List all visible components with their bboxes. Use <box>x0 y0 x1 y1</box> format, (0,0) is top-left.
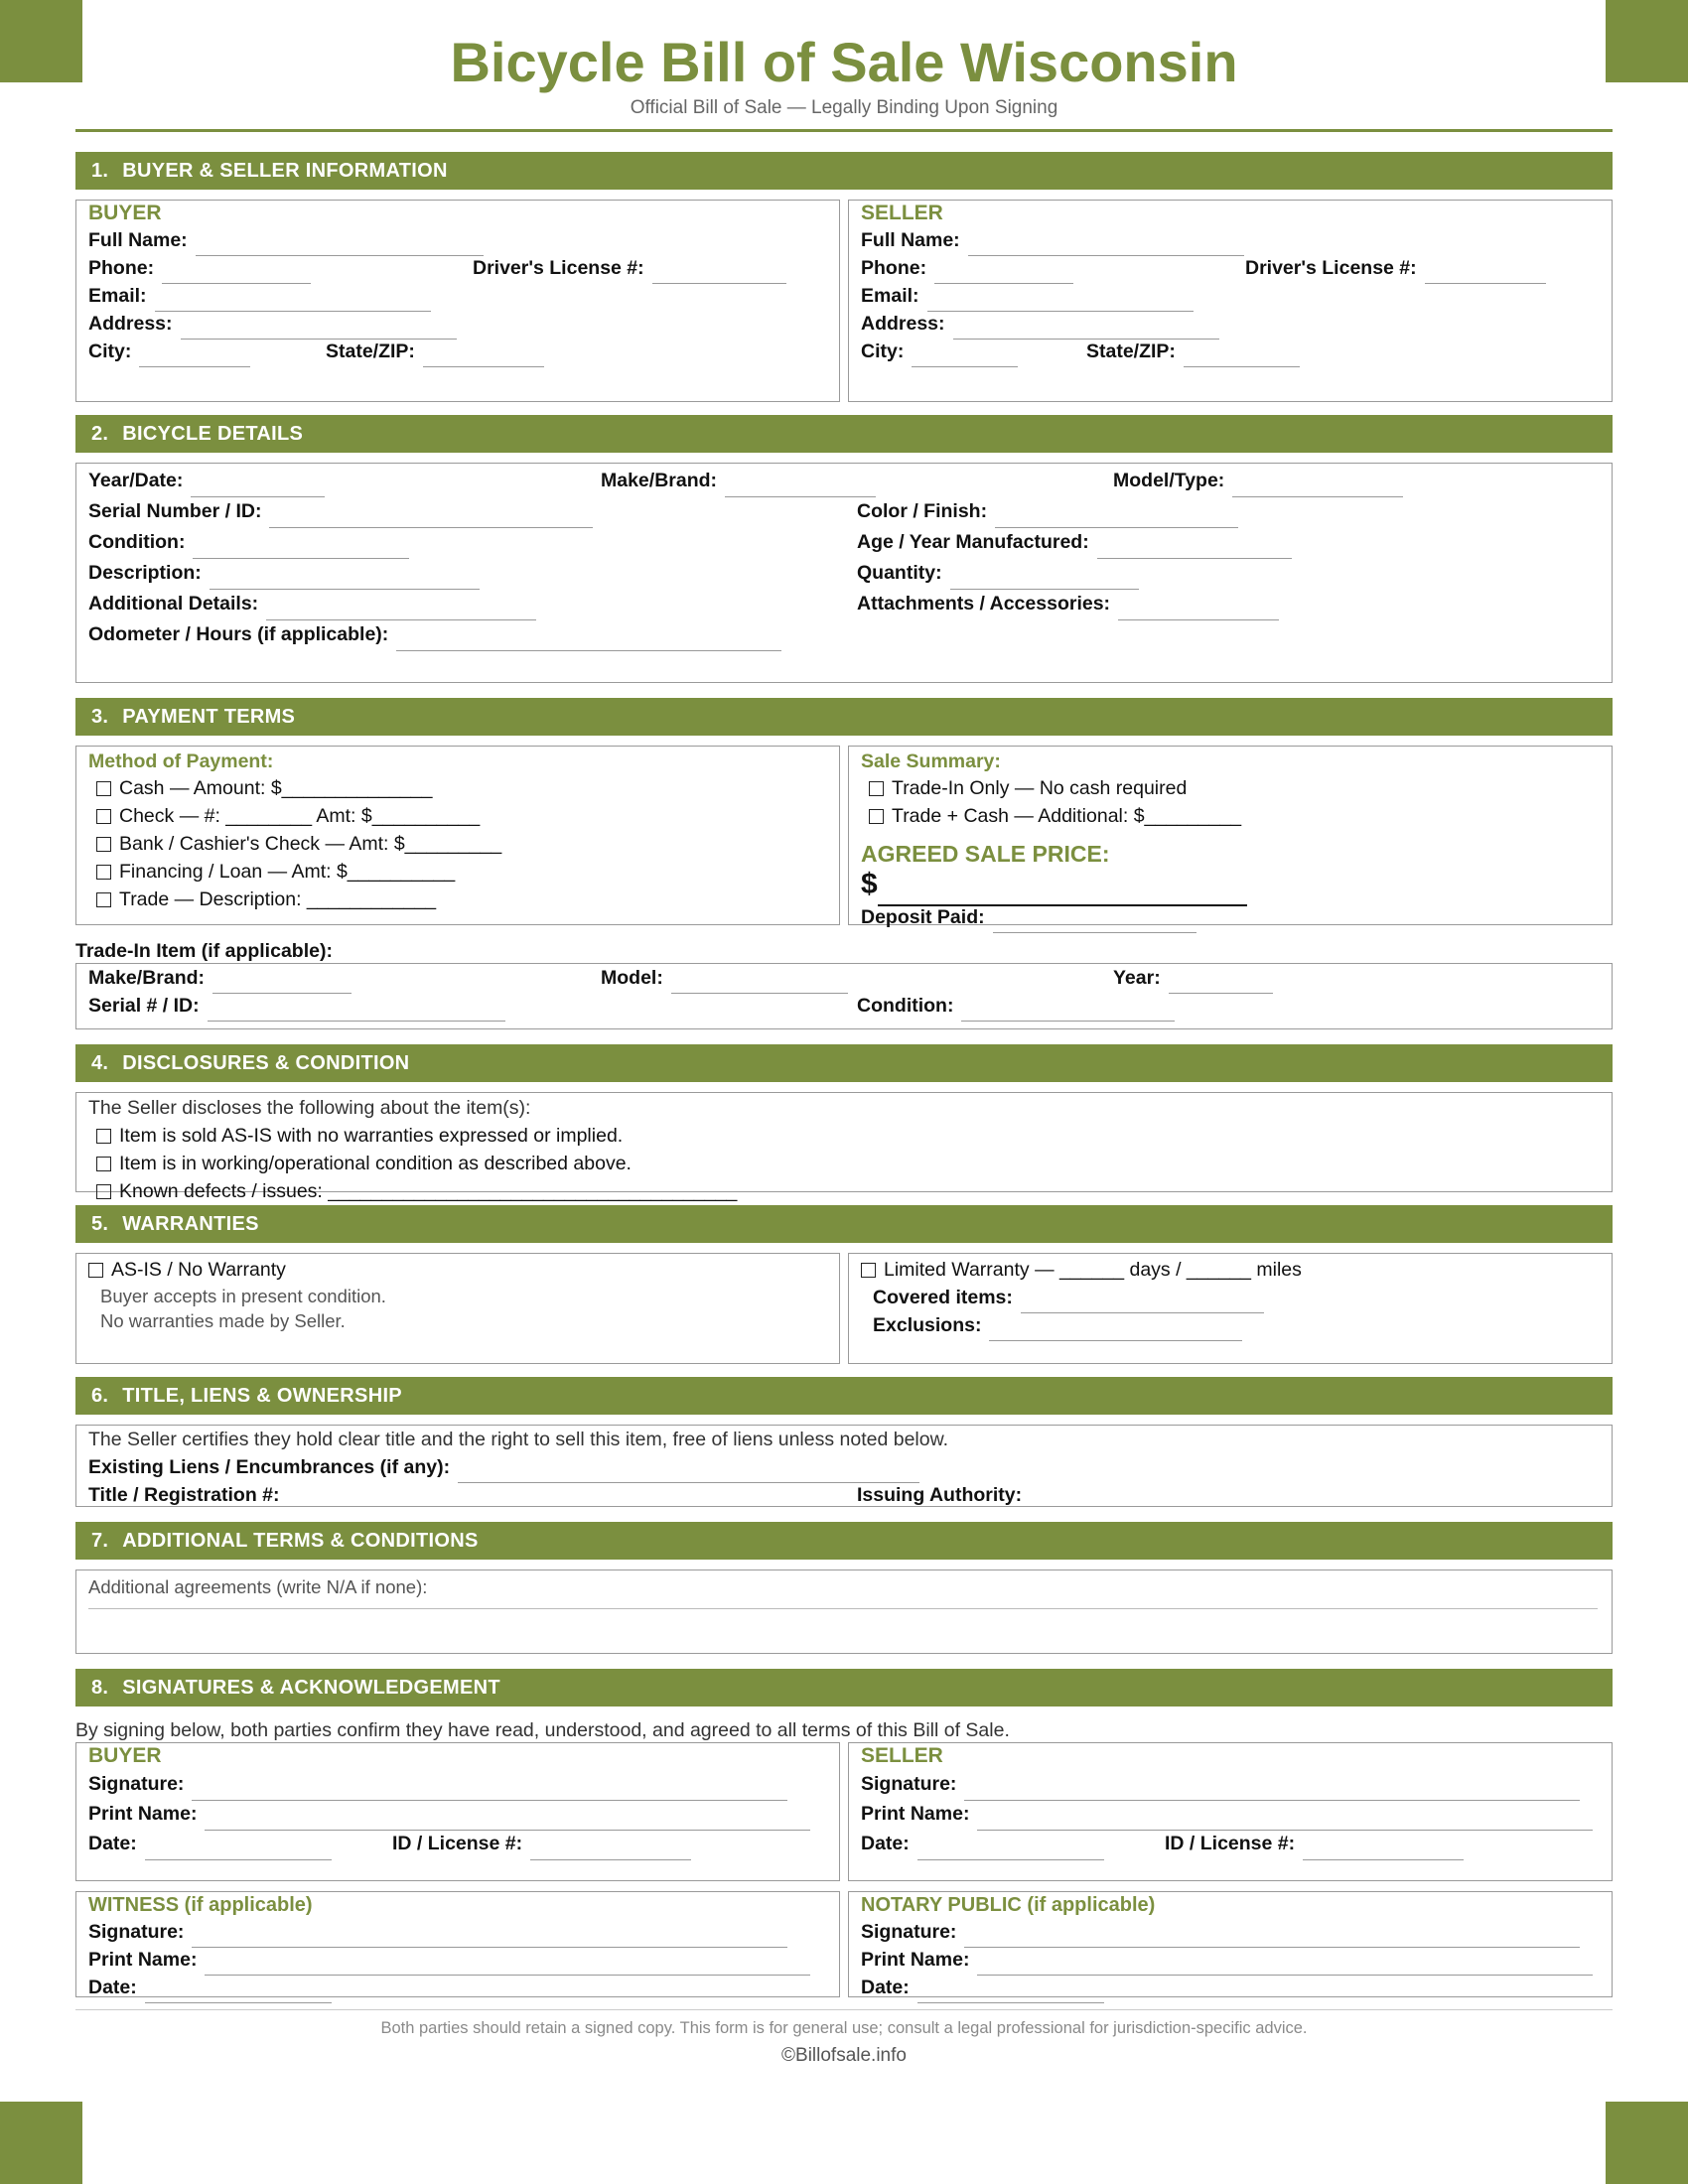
address-label: Address: <box>88 313 173 335</box>
buyer-print-name-field[interactable] <box>205 1810 810 1831</box>
email-label: Email: <box>88 285 147 307</box>
issuing-authority-label: Issuing Authority: <box>857 1484 1023 1506</box>
option-label: Trade — Description: ____________ <box>119 888 437 910</box>
attachments-field[interactable] <box>1118 600 1279 620</box>
section-number: 1. <box>91 160 109 182</box>
condition-label: Condition: <box>88 531 186 553</box>
trade-in-year-field[interactable] <box>1169 973 1273 994</box>
phone-label: Phone: <box>861 257 927 279</box>
buyer-signature-heading: BUYER <box>88 1744 162 1767</box>
payment-option-financing[interactable] <box>96 858 827 886</box>
section-number: 3. <box>91 706 109 728</box>
section-2-header <box>75 415 1613 453</box>
witness-date-field[interactable] <box>145 1982 332 2003</box>
witness-heading: WITNESS (if applicable) <box>88 1894 313 1916</box>
covered-items-label: Covered items: <box>873 1287 1013 1308</box>
checkbox[interactable] <box>96 781 111 796</box>
checkbox[interactable] <box>96 1129 111 1144</box>
address-label: Address: <box>861 313 945 335</box>
section-title: SIGNATURES & ACKNOWLEDGEMENT <box>122 1677 500 1699</box>
agreed-sale-price-heading: AGREED SALE PRICE: <box>861 841 1110 867</box>
condition-field[interactable] <box>193 538 409 559</box>
existing-liens-field[interactable] <box>458 1462 919 1483</box>
date-label: Date: <box>861 1977 910 1998</box>
full-name-label: Full Name: <box>861 229 960 251</box>
additional-details-label: Additional Details: <box>88 593 259 614</box>
footer-divider <box>75 2009 1613 2010</box>
drivers-license-label: Driver's License #: <box>1245 257 1417 279</box>
buyer-phone-field[interactable] <box>162 263 311 284</box>
additional-details-field[interactable] <box>266 600 536 620</box>
signature-label: Signature: <box>88 1921 185 1943</box>
disclosure-known-defects[interactable] <box>96 1177 1600 1205</box>
page-title: Bicycle Bill of Sale Wisconsin <box>450 31 1238 93</box>
existing-liens-label: Existing Liens / Encumbrances (if any): <box>88 1456 451 1478</box>
footer-note: Both parties should retain a signed copy. This form is for general use; consult a legal professional for jurisdiction-specific advice. <box>380 2019 1308 2037</box>
quantity-field[interactable] <box>950 569 1139 590</box>
seller-state-zip-field[interactable] <box>1184 346 1300 367</box>
corner-decoration-top-right <box>1606 0 1688 82</box>
trade-in-model-field[interactable] <box>671 973 848 994</box>
option-label: Limited Warranty — ______ days / ______ miles <box>884 1259 1302 1281</box>
drivers-license-label: Driver's License #: <box>473 257 644 279</box>
attachments-label: Attachments / Accessories: <box>857 593 1111 614</box>
dollar-sign: $ <box>861 868 878 900</box>
trade-in-serial-label: Serial # / ID: <box>88 995 200 1017</box>
seller-info-box <box>848 200 1613 402</box>
odometer-label: Odometer / Hours (if applicable): <box>88 623 389 645</box>
disclosure-as-is[interactable] <box>96 1122 1600 1150</box>
witness-notary-signatures <box>75 1891 1613 1997</box>
model-type-label: Model/Type: <box>1113 470 1225 491</box>
corner-decoration-bottom-right <box>1606 2102 1688 2184</box>
checkbox[interactable] <box>96 809 111 824</box>
corner-decoration-bottom-left <box>0 2102 82 2184</box>
payment-method-box <box>75 746 840 925</box>
agreed-sale-price-field[interactable] <box>878 877 1247 906</box>
section-title: BICYCLE DETAILS <box>122 423 304 445</box>
disclosure-intro: The Seller discloses the following about the item(s): <box>88 1097 531 1119</box>
make-brand-label: Make/Brand: <box>601 470 718 491</box>
as-is-note-1: Buyer accepts in present condition. <box>100 1286 386 1306</box>
trade-in-box <box>75 963 1613 1029</box>
section-number: 2. <box>91 423 109 445</box>
checkbox[interactable] <box>861 1263 876 1278</box>
checkbox[interactable] <box>869 809 884 824</box>
seller-city-field[interactable] <box>912 346 1018 367</box>
option-label: AS-IS / No Warranty <box>111 1259 286 1281</box>
section-number: 8. <box>91 1677 109 1699</box>
disclosure-working-condition[interactable] <box>96 1150 1600 1177</box>
buyer-seller-info <box>75 200 1613 402</box>
section-5-header <box>75 1205 1613 1243</box>
witness-signature-field[interactable] <box>192 1927 787 1948</box>
footer-brand: ©Billofsale.info <box>781 2045 907 2066</box>
option-label: Item is sold AS-IS with no warranties expressed or implied. <box>119 1125 624 1147</box>
payment-option-check[interactable] <box>96 802 827 830</box>
signatures-intro: By signing below, both parties confirm they have read, understood, and agreed to all terms of this Bill of Sale. <box>75 1719 1010 1741</box>
section-1-header <box>75 152 1613 190</box>
checkbox[interactable] <box>96 1157 111 1171</box>
seller-heading: SELLER <box>861 202 943 224</box>
phone-label: Phone: <box>88 257 155 279</box>
deposit-paid-label: Deposit Paid: <box>861 906 985 928</box>
print-name-label: Print Name: <box>861 1949 970 1971</box>
trade-in-condition-label: Condition: <box>857 995 954 1017</box>
witness-signature-box <box>75 1891 840 1997</box>
id-license-label: ID / License #: <box>392 1833 523 1854</box>
additional-terms-note: Additional agreements (write N/A if none): <box>88 1576 428 1597</box>
buyer-signature-field[interactable] <box>192 1780 787 1801</box>
payment-option-bank-check[interactable] <box>96 830 827 858</box>
seller-signature-box <box>848 1742 1613 1881</box>
sale-summary-box <box>848 746 1613 928</box>
seller-id-license-field[interactable] <box>1303 1840 1464 1860</box>
covered-items-field[interactable] <box>1021 1293 1264 1313</box>
seller-drivers-license-field[interactable] <box>1425 263 1546 284</box>
warranty-option-as-is[interactable] <box>88 1256 827 1284</box>
section-7-header <box>75 1522 1613 1560</box>
checkbox[interactable] <box>88 1263 103 1278</box>
checkbox[interactable] <box>96 892 111 907</box>
title-registration-label: Title / Registration #: <box>88 1484 280 1506</box>
section-6-header <box>75 1377 1613 1415</box>
section-title: DISCLOSURES & CONDITION <box>122 1052 410 1074</box>
witness-print-name-field[interactable] <box>205 1955 810 1976</box>
bicycle-details-box <box>75 463 1613 683</box>
disclosures-box <box>75 1092 1613 1202</box>
exclusions-label: Exclusions: <box>873 1314 982 1336</box>
trade-in-make-label: Make/Brand: <box>88 967 206 989</box>
year-date-field[interactable] <box>191 477 325 497</box>
buyer-state-zip-field[interactable] <box>423 346 544 367</box>
print-name-label: Print Name: <box>861 1803 970 1825</box>
bill-of-sale-form <box>75 0 1613 2068</box>
buyer-address-field[interactable] <box>181 319 457 340</box>
exclusions-field[interactable] <box>989 1320 1242 1341</box>
model-type-field[interactable] <box>1232 477 1403 497</box>
seller-full-name-field[interactable] <box>968 235 1244 256</box>
buyer-full-name-field[interactable] <box>196 235 484 256</box>
seller-print-name-field[interactable] <box>977 1810 1593 1831</box>
title-certification-text: The Seller certifies they hold clear title and the right to sell this item, free of liens unless noted below. <box>88 1429 949 1450</box>
trade-in-year-label: Year: <box>1113 967 1161 989</box>
summary-option-trade-plus-cash[interactable] <box>869 802 1600 830</box>
checkbox[interactable] <box>96 837 111 852</box>
seller-phone-field[interactable] <box>934 263 1073 284</box>
option-label: Trade + Cash — Additional: $_________ <box>892 805 1242 827</box>
date-label: Date: <box>88 1977 137 1998</box>
description-field[interactable] <box>210 569 480 590</box>
checkbox[interactable] <box>96 1184 111 1199</box>
checkbox[interactable] <box>96 865 111 880</box>
option-label: Check — #: ________ Amt: $__________ <box>119 805 481 827</box>
state-zip-label: State/ZIP: <box>1086 341 1176 362</box>
state-zip-label: State/ZIP: <box>326 341 415 362</box>
section-title: WARRANTIES <box>122 1213 259 1235</box>
notary-heading: NOTARY PUBLIC (if applicable) <box>861 1894 1156 1916</box>
warranty-option-limited[interactable] <box>861 1256 1600 1284</box>
corner-decoration-top-left <box>0 0 82 82</box>
section-number: 6. <box>91 1385 109 1407</box>
buyer-drivers-license-field[interactable] <box>652 263 786 284</box>
title-divider <box>75 129 1613 132</box>
city-label: City: <box>861 341 905 362</box>
option-label: Bank / Cashier's Check — Amt: $_________ <box>119 833 502 855</box>
color-finish-field[interactable] <box>995 507 1238 528</box>
option-label: Cash — Amount: $______________ <box>119 777 433 799</box>
email-label: Email: <box>861 285 919 307</box>
date-label: Date: <box>88 1833 137 1854</box>
as-is-warranty-box <box>75 1253 840 1364</box>
option-label: Financing / Loan — Amt: $__________ <box>119 861 456 883</box>
section-title: PAYMENT TERMS <box>122 706 296 728</box>
trade-in-heading: Trade-In Item (if applicable): <box>75 940 333 962</box>
odometer-field[interactable] <box>396 630 781 651</box>
color-finish-label: Color / Finish: <box>857 500 988 522</box>
section-number: 5. <box>91 1213 109 1235</box>
quantity-label: Quantity: <box>857 562 942 584</box>
age-year-field[interactable] <box>1097 538 1292 559</box>
serial-number-field[interactable] <box>269 507 593 528</box>
trade-in-serial-field[interactable] <box>208 1001 505 1022</box>
section-title: BUYER & SELLER INFORMATION <box>122 160 448 182</box>
as-is-note-2: No warranties made by Seller. <box>100 1310 346 1331</box>
deposit-paid-field[interactable] <box>993 912 1196 933</box>
summary-option-trade-in-only[interactable] <box>869 774 1600 802</box>
buyer-heading: BUYER <box>88 202 162 224</box>
notary-signature-box <box>848 1891 1613 1997</box>
additional-terms-box <box>75 1570 1613 1654</box>
buyer-city-field[interactable] <box>139 346 250 367</box>
city-label: City: <box>88 341 132 362</box>
section-title: TITLE, LIENS & OWNERSHIP <box>122 1385 402 1407</box>
notary-date-field[interactable] <box>917 1982 1104 2003</box>
title-liens-box <box>75 1425 1613 1507</box>
serial-number-label: Serial Number / ID: <box>88 500 262 522</box>
additional-terms-field[interactable] <box>88 1608 1598 1609</box>
signature-label: Signature: <box>861 1773 957 1795</box>
signature-label: Signature: <box>861 1921 957 1943</box>
buyer-id-license-field[interactable] <box>530 1840 691 1860</box>
warranties <box>75 1253 1613 1364</box>
seller-email-field[interactable] <box>927 291 1194 312</box>
section-title: ADDITIONAL TERMS & CONDITIONS <box>122 1530 479 1552</box>
full-name-label: Full Name: <box>88 229 188 251</box>
notary-signature-field[interactable] <box>964 1927 1580 1948</box>
make-brand-field[interactable] <box>725 477 876 497</box>
option-label: Trade-In Only — No cash required <box>892 777 1188 799</box>
seller-date-field[interactable] <box>917 1840 1104 1860</box>
page-subtitle: Official Bill of Sale — Legally Binding Upon Signing <box>630 97 1058 118</box>
section-3-header <box>75 698 1613 736</box>
age-year-label: Age / Year Manufactured: <box>857 531 1089 553</box>
buyer-email-field[interactable] <box>155 291 431 312</box>
seller-signature-field[interactable] <box>964 1780 1580 1801</box>
seller-signature-heading: SELLER <box>861 1744 943 1767</box>
notary-print-name-field[interactable] <box>977 1955 1593 1976</box>
sale-summary-heading: Sale Summary: <box>861 751 1001 772</box>
section-number: 4. <box>91 1052 109 1074</box>
payment-option-cash[interactable] <box>96 774 827 802</box>
section-8-header <box>75 1669 1613 1706</box>
signature-label: Signature: <box>88 1773 185 1795</box>
checkbox[interactable] <box>869 781 884 796</box>
buyer-date-field[interactable] <box>145 1840 332 1860</box>
method-of-payment-heading: Method of Payment: <box>88 751 274 772</box>
section-number: 7. <box>91 1530 109 1552</box>
option-label: Item is in working/operational condition as described above. <box>119 1153 632 1174</box>
payment-option-trade[interactable] <box>96 886 827 913</box>
description-label: Description: <box>88 562 202 584</box>
print-name-label: Print Name: <box>88 1949 198 1971</box>
option-label: Known defects / issues: ______________________________________ <box>119 1180 738 1202</box>
trade-in-model-label: Model: <box>601 967 663 989</box>
print-name-label: Print Name: <box>88 1803 198 1825</box>
year-date-label: Year/Date: <box>88 470 184 491</box>
party-signatures <box>75 1742 1613 1881</box>
buyer-info-box <box>75 200 840 402</box>
buyer-signature-box <box>75 1742 840 1881</box>
section-4-header <box>75 1044 1613 1082</box>
payment-terms <box>75 746 1613 928</box>
trade-in-make-field[interactable] <box>212 973 352 994</box>
seller-address-field[interactable] <box>953 319 1219 340</box>
date-label: Date: <box>861 1833 910 1854</box>
limited-warranty-box <box>848 1253 1613 1364</box>
trade-in-condition-field[interactable] <box>961 1001 1175 1022</box>
id-license-label: ID / License #: <box>1165 1833 1296 1854</box>
